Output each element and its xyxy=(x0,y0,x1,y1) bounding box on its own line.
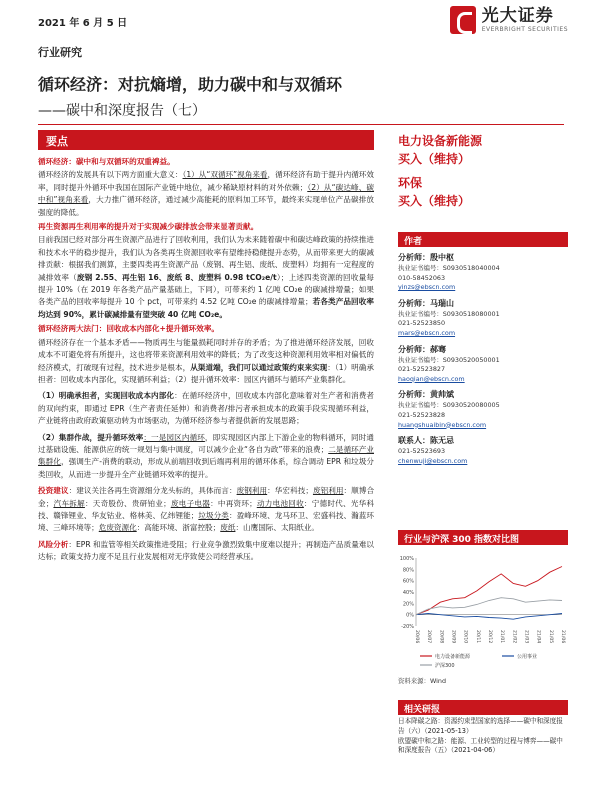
legend-label: 沪深300 xyxy=(435,663,455,669)
sidebar xyxy=(398,132,568,545)
related-report-item[interactable]: 欧盟碳中和之路：能源、工业转型的过程与博弈——碳中和深度报告（五）（2021-04-06） xyxy=(398,736,563,755)
rating-sector: 电力设备新能源 xyxy=(398,134,483,148)
summary-heading-3: 循环经济两大法门：回收成本内部化+提升循环效率。 xyxy=(38,324,220,334)
x-tick-label: 20/08 xyxy=(438,630,444,644)
risk-analysis: 风险分析：EPR 和监管等相关政策推进受阻；行业竞争激烈致集中度难以提升；再制造产品质量难以达标；政策支持力度不足且行业发展相对无序致使公司经营承压。 xyxy=(38,539,375,562)
x-tick-label: 20/11 xyxy=(474,630,480,644)
analyst-phone: 021-52523827 xyxy=(398,365,446,374)
x-tick-label: 21/02 xyxy=(511,630,517,644)
x-tick-label: 20/06 xyxy=(414,630,419,644)
y-tick-label: -20% xyxy=(401,624,414,630)
summary-paragraph-1: 循环经济的发展具有以下两方面重大意义：（1）从“双循环”视角来看，循环经济有助于提升内循环效率，同时提升外循环中我国在国际产业链中地位，减少稀缺原材料的对外依赖；（2）从“碳达峰、碳中和”视角来看，大力推广循环经济，通过减少高能耗的原料加工环节，最终来实现单位产品碳排放强度的降低。 xyxy=(38,170,375,217)
series-line xyxy=(416,598,562,615)
chart-heading: 行业与沪深 300 指数对比图 xyxy=(398,530,568,545)
index-comparison-chart xyxy=(398,552,568,672)
x-tick-label: 21/03 xyxy=(523,630,529,644)
summary-paragraph-2: 目前我国已经对部分再生资源产品进行了回收利用，我们认为未来随着碳中和碳达峰政策的持续推进和技术水平的稳步提升，我们认为各类再生资源回收率有望维持稳健提升态势，从而带来更大的碳减排贡献：根据我们测算，主要四类再生资源产品（废钢、再生铝、废纸、废塑料）均拥有一定程度的减排效率（废钢 2.55、再生铝 16、废纸 8、废塑料 0.98 tCO₂e/t）；上述四类资源的回收量每提升 10%（在 2019 年各类产品产量基础上，下同），可带来约 1 亿吨 CO₂e 的碳减排增量；如果各类产品的回收率每提升 10 个 pct，可带来约 4.52 亿吨 CO₂e 的碳减排增量；若各类产品回收率均达到 90%，累计碳减排量有望突破 40 亿吨 CO₂e。 xyxy=(38,235,375,319)
rating-value: 买入（维持） xyxy=(398,194,471,208)
y-tick-label: 100% xyxy=(399,556,414,562)
report-subtitle: ——碳中和深度报告（七） xyxy=(38,103,206,119)
summary-heading: 要点 xyxy=(38,130,374,150)
analyst-card xyxy=(398,252,568,293)
summary-paragraph-3: 循环经济存在一个基本矛盾——物质再生与能量损耗同时并存的矛盾；为了推进循环经济发展，回收成本不可避免将有所提升，这也将带来资源利用效率的降低；为了改变这种资源利用效率相对偏低的经济模式，打破现有过程，技术进步是根本，从渠道端，我们可以通过政策约束来实现：（1）明确承担者：回收成本内部化，实现循环利益；（2）提升循环效率：园区内循环与循环产业集群化。 xyxy=(38,337,375,384)
logo-name-cn: 光大证券 xyxy=(481,5,554,26)
logo-name-en: EVERBRIGHT SECURITIES xyxy=(481,25,568,33)
analyst-card xyxy=(398,389,568,430)
summary-paragraph-4: （1）明确承担者，实现回收成本内部化：在循环经济中，回收成本内部化意味着对生产者和消费者的双向约束，即通过 EPR（生产者责任延伸）和消费者/排污者承担成本的政策手段实现循环利益，产业链将由政府政策驱动转为市场驱动，为循环经济参与者提供新的发展思路； xyxy=(38,391,374,426)
chart-canvas xyxy=(398,552,568,672)
analyst-cert: 执业证书编号：S0930518080001 xyxy=(398,309,500,318)
authors-heading: 作者 xyxy=(398,232,568,247)
analyst-cert: 执业证书编号：S0930518040004 xyxy=(398,264,500,272)
related-report-item[interactable]: 日本降碳之路：资源约束型国家的选择——碳中和深度报告（六）（2021-05-13） xyxy=(398,717,563,735)
related-heading: 相关研报 xyxy=(398,700,568,715)
contact-card xyxy=(398,435,568,466)
report-title: 循环经济：对抗熵增，助力碳中和与双循环 xyxy=(38,75,343,94)
analyst-cert: 执业证书编号：S0930520080005 xyxy=(398,401,500,410)
summary-heading-1: 循环经济：碳中和与双循环的双重裨益。 xyxy=(38,157,175,166)
related-reports xyxy=(398,700,568,756)
contact-phone: 021-52523693 xyxy=(398,447,446,456)
analyst-cert: 执业证书编号：S0930520050001 xyxy=(398,355,500,364)
y-tick-label: 60% xyxy=(402,578,414,585)
report-date: 2021 年 6 月 5 日 xyxy=(38,18,128,29)
rating-2 xyxy=(398,174,568,210)
x-tick-label: 20/09 xyxy=(450,630,456,644)
y-tick-label: 40% xyxy=(402,590,414,596)
series-line xyxy=(416,614,562,620)
summary-heading-2: 再生资源再生利用率的提升对于实现减少碳排放会带来显著贡献。 xyxy=(38,222,259,232)
chart-source: 资料来源：Wind xyxy=(398,677,447,685)
analyst-email[interactable]: huangshuaibin@ebscn.com xyxy=(398,420,487,429)
y-tick-label: 80% xyxy=(402,567,414,574)
y-tick-label: 20% xyxy=(402,601,414,608)
analyst-card xyxy=(398,344,568,385)
analyst-name: 分析师：殷中枢 xyxy=(398,253,454,262)
analyst-email[interactable]: yinzs@ebscn.com xyxy=(398,283,456,292)
legend-label: 公用事业 xyxy=(517,654,538,660)
x-tick-label: 20/12 xyxy=(487,630,492,644)
logo-icon xyxy=(450,6,476,34)
rating-sector: 环保 xyxy=(398,176,423,190)
analyst-card xyxy=(398,298,568,339)
analyst-name: 分析师：黄帅斌 xyxy=(398,390,454,400)
analyst-phone: 021-52523850 xyxy=(398,319,446,328)
summary-body xyxy=(38,154,374,566)
analyst-email[interactable]: haoqian@ebscn.com xyxy=(398,374,465,383)
contact-email[interactable]: chenwuji@ebscn.com xyxy=(398,456,468,465)
x-tick-label: 20/07 xyxy=(426,630,432,644)
analyst-name: 分析师：郝骞 xyxy=(398,344,446,354)
rating-value: 买入（维持） xyxy=(398,152,471,166)
report-category: 行业研究 xyxy=(38,46,82,59)
analyst-email[interactable]: mars@ebscn.com xyxy=(398,328,456,337)
x-tick-label: 21/06 xyxy=(560,630,565,644)
x-tick-label: 21/05 xyxy=(547,630,553,644)
analyst-phone: 010-58452063 xyxy=(398,273,446,282)
y-tick-label: 0% xyxy=(406,612,414,619)
legend-label: 电力设备新能源 xyxy=(435,654,471,660)
x-tick-label: 21/04 xyxy=(535,630,541,644)
analyst-name: 分析师：马瑞山 xyxy=(398,298,454,308)
x-tick-label: 20/10 xyxy=(462,630,468,644)
contact-name: 联系人：陈无忌 xyxy=(398,436,454,446)
x-tick-label: 21/01 xyxy=(499,630,505,644)
title-divider xyxy=(38,124,564,125)
rating-1 xyxy=(398,132,568,168)
logo xyxy=(450,6,568,34)
investment-advice: 投资建议：建议关注各再生资源细分龙头标的，具体而言：废钢利用：华宏科技；废铝利用：顺博合金；汽车拆解：天奇股份、贵研铂业；废电子电器：中再资环；动力电池回收：宁德时代、光华科技、赣锋锂业、华友钴业、格林美、亿纬锂能；垃圾分类：盈峰环境、龙马环卫、宏盛科技、瀚蓝环境、三峰环境等；危废资源化：高能环境、浙富控股；废纸：山鹰国际、太阳纸业。 xyxy=(38,486,375,533)
analyst-phone: 021-52523828 xyxy=(398,410,446,419)
summary-paragraph-5: （2）集群作战，提升循环效率：一是园区内循环，即实现园区内部上下游企业的物料循环，同时通过基础设施、能源供应的统一规划与集中调度，可以减少企业“各自为政”带来的浪费；二是循环产业集群化，强调生产-消费的联动，形成从前端回收到后端再利用的循环体系，综合调动 EPR 和垃圾分类回收，从而进一步提升全产业链循环效率的提升。 xyxy=(38,432,374,479)
